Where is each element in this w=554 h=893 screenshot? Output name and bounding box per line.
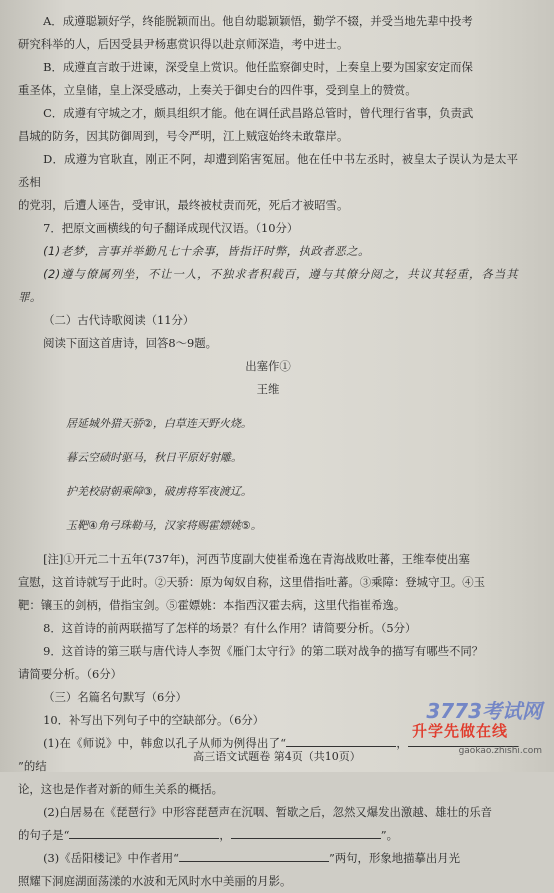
question-10-1-line2: 论，这也是作者对新的师生关系的概括。 (18, 782, 224, 796)
option-a-line2: 研究科举的人，后因受县尹杨惠赏识得以赴京师深造，考中进士。 (18, 37, 349, 51)
q10-1-tail: ”的结 (18, 759, 47, 773)
q10-3-prompt: (3)《岳阳楼记》中作者用“ (43, 851, 179, 865)
option-d-line1: D．成遵为官耿直，刚正不阿，却遭到陷害冤屈。他在任中书左丞时，被皇太子误认为是太平丞相 (18, 152, 518, 189)
q10-2-prompt: 的句子是“ (18, 828, 70, 842)
poem-notes-line2: 宣慰，这首诗就写于此时。②天骄：原为匈奴自称，这里借指吐蕃。③乘障：登城守卫。④玉 (18, 575, 486, 589)
option-c-line1: C．成遵有守城之才，颇具组织才能。他在调任武昌路总管时，曾代理行省事，负责武 (43, 106, 474, 120)
answer-blank-2a[interactable] (69, 826, 219, 839)
poem-author: 王维 (256, 382, 280, 396)
question-10-3-line1 (18, 847, 518, 870)
option-b-line2: 重圣体，立皇储，皇上深受感动，上奏关于御史台的四件事，受到皇上的赞赏。 (18, 83, 417, 97)
q10-1-prompt: (1)在《师说》中，韩愈以孔子从师为例得出了“ (43, 736, 287, 750)
poem-line-1: 居延城外猎天骄②，白草连天野火烧。 (66, 417, 252, 430)
poem-notes-line3: 靶：镶玉的剑柄，借指宝剑。⑤霍嫖姚：本指西汉霍去病，这里代指崔希逸。 (18, 598, 406, 612)
section-heading-recitation: （三）名篇名句默写（6分） (43, 690, 188, 704)
question-7-sentence-2: (2)遵与僚属列坐，不让一人，不独求者积载百，遵与其僚分阅之，共议其轻重，各当其罪。 (18, 267, 518, 304)
poem-line-2: 暮云空碛时驱马，秋日平原好射雕。 (66, 451, 242, 464)
watermark-site: 3773考试网 (426, 699, 542, 723)
poem-line-4: 玉靶④角弓珠勒马，汉家将赐霍嫖姚⑤。 (66, 519, 262, 532)
question-9-line1: 9．这首诗的第三联与唐代诗人李贺《雁门太守行》的第二联对战争的描写有哪些不同？ (43, 644, 484, 658)
question-10-3-line2: 照耀下洞庭湖面荡漾的水波和无风时水中美丽的月影。 (18, 874, 292, 888)
poem-title: 出塞作① (245, 359, 291, 373)
answer-blank-2b[interactable] (231, 826, 381, 839)
poetry-instruction: 阅读下面这首唐诗，回答8～9题。 (43, 336, 218, 350)
page-footer: 高三语文试题卷 第4页（共10页） (193, 750, 361, 763)
q10-2-sep: ， (219, 828, 231, 842)
q10-1-sep: ， (396, 736, 408, 750)
q10-2-tail: ”。 (380, 828, 399, 842)
question-9-line2: 请简要分析。（6分） (18, 667, 123, 681)
poem-notes-line1: [注]①开元二十五年(737年)，河西节度副大使崔希逸在青海战败吐蕃，王维奉使出塞 (43, 552, 470, 566)
option-b-line1: B．成遵直言敢于进谏，深受皇上赏识。他任监察御史时，上奏皇上要为国家安定而保 (43, 60, 473, 74)
answer-blank-3[interactable] (179, 849, 329, 862)
answer-blank-1a[interactable] (286, 734, 396, 747)
question-7: 7．把原文画横线的句子翻译成现代汉语。（10分） (43, 221, 299, 235)
question-10: 10．补写出下列句子中的空缺部分。（6分） (43, 713, 265, 727)
watermark-url: gaokao.zhishi.com (458, 746, 542, 756)
watermark-slogan: 升学先做在线 (411, 722, 508, 740)
question-10-2-line2 (18, 824, 518, 847)
question-8: 8．这首诗的前两联描写了怎样的场景？有什么作用？请简要分析。（5分） (43, 621, 417, 635)
option-a-line1: A．成遵聪颖好学，终能脱颖而出。他自幼聪颖颖悟，勤学不辍，并受当地先辈中投考 (43, 14, 473, 28)
question-10-2-line1: (2)白居易在《琵琶行》中形容琵琶声在沉咽、暂歇之后，忽然又爆发出激越、雄壮的乐音 (43, 805, 493, 819)
section-heading-poetry: （二）古代诗歌阅读（11分） (43, 313, 195, 327)
q10-3-tail: ”两句，形象地描摹出月光 (328, 851, 461, 865)
poem-line-3: 护羌校尉朝乘障③，破虏将军夜渡辽。 (66, 485, 252, 498)
question-7-sentence-1: (1)老梦，言事并举勤凡七十余事，皆指讦时弊，执政者恶之。 (43, 244, 370, 258)
option-c-line2: 昌城的防务，因其防御周到，号令严明，江上贼寇始终未敢靠岸。 (18, 129, 349, 143)
option-d-line2: 的党羽，后遭人诬告，受审讯，最终被杖责而死，死后才被昭雪。 (18, 198, 349, 212)
